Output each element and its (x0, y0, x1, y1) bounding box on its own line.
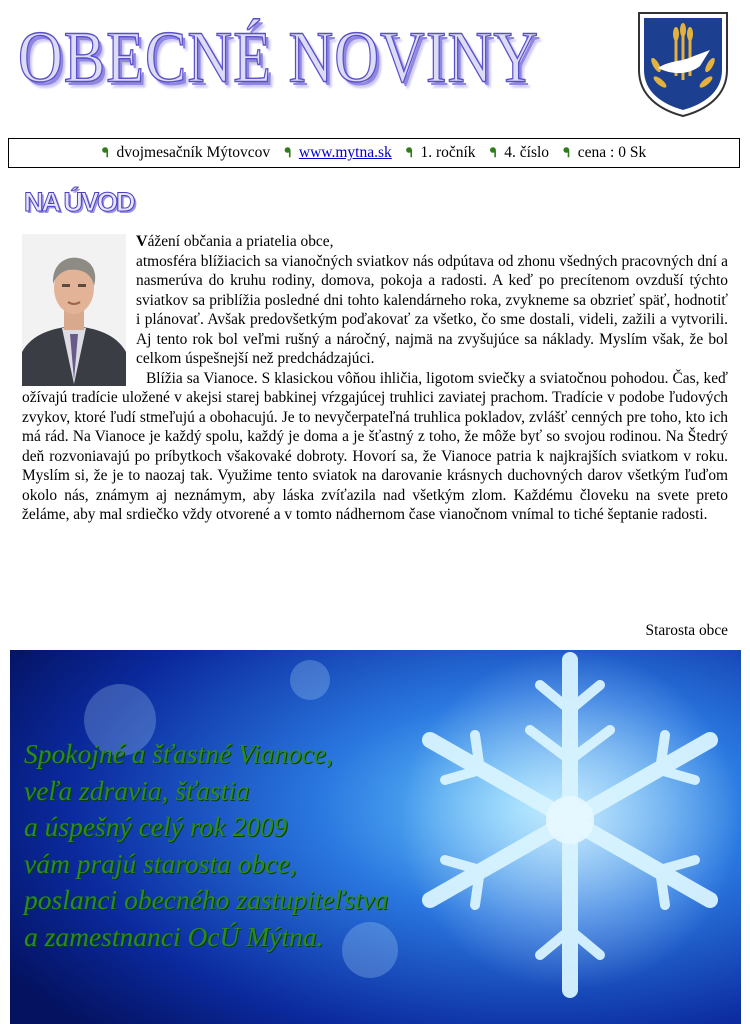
info-volume-text: 1. ročník (420, 144, 476, 161)
arrow-bullet-icon: ᖳ (284, 145, 291, 161)
arrow-bullet-icon: ᖳ (405, 145, 413, 161)
section-heading: NA ÚVOD (24, 187, 134, 217)
greeting-line-1: Spokojné a šťastné Vianoce, (24, 738, 333, 769)
arrow-bullet-icon: ᖳ (101, 145, 109, 161)
greeting-line-6: a zamestnanci OcÚ Mýtna. (24, 920, 324, 952)
newspaper-title: OBECNÉ NOVINY (18, 17, 540, 99)
info-item-price (563, 144, 646, 162)
info-item-frequency (102, 144, 270, 162)
info-price-text: cena : 0 Sk (577, 144, 647, 161)
signature: Starosta obce (645, 622, 728, 639)
greeting-line-4: vám prajú starosta obce, (24, 847, 297, 879)
article-paragraph-1: atmosféra blížiacich sa vianočných sviatkov nás odpútava od zhonu všedných pracovných dní a nasmerúva do kruhu rodiny, domova, pokoja a radosti. A keď po precítenom ovzduší týchto sviatkov sa priblížia posledné dni tohto kalendárneho roka, zvykneme sa obzrieť späť, hodnotiť i plánovať. Avšak predovšetkým poďakovať za všetko, čo sme dostali, videli, zažili a vytvorili. Aj tento rok bol veľmi rušný a náročný, najmä na zvyšujúce sa náklady. Myslím však, že bol celkom úspešnejší než predchádzajúci. (136, 252, 728, 367)
christmas-greeting (24, 736, 388, 955)
arrow-bullet-icon: ᖳ (489, 145, 497, 161)
article-paragraph-2: Blížia sa Vianoce. S klasickou vôňou ihličia, ligotom sviečky a sviatočnou pohodou. Čas, keď ožívajú tradície uložené v akejsi starej babkinej vŕzgajúcej truhlici zaviatej prachom. Tradície v podobe ľudových zvykov, ktoré ľudí stmeľujú a obohacujú. Je to nevyčerpateľná truhlica pokladov, zvlášť cenných pre toho, kto ich má rád. Na Vianoce je každý spolu, každý je doma a je šťastný z toho, že môže byť so svojou rodinou. Na Štedrý deň rozvoniavajú po príbytkoch všakovaké dobroty. Hovorí sa, že Vianoce patria k najkrajších sviatkom v roku. Myslím si, že je to naozaj tak. Využime tento sviatok na darovanie krásnych duchovných darov všetkým ľuďom okolo nás, známym aj neznámym, aby láska zvíťazila nad všetkým zlom. Každému človeku na svete preto želáme, aby mal srdiečko vždy otvorené a v tomto nádhernom čase vianočnom vnímal to tiché šeptanie radosti. (22, 369, 728, 523)
info-issue-text: 4. číslo (504, 144, 550, 161)
info-frequency-text: dvojmesačník Mýtovcov (116, 144, 271, 161)
issue-info-bar (8, 138, 740, 168)
coat-of-arms-icon (636, 10, 730, 118)
info-item-website[interactable] (284, 144, 392, 162)
greeting-line-3: a úspešný celý rok 2009 (24, 811, 288, 842)
greeting-line-5: poslanci obecného zastupiteľstva (24, 884, 389, 915)
photo-spacer (22, 232, 136, 382)
editorial-article (22, 232, 728, 525)
info-item-issue (490, 144, 549, 162)
arrow-bullet-icon: ᖳ (563, 145, 570, 161)
website-link[interactable]: www.mytna.sk (298, 144, 392, 161)
salutation-text: ážení občania a priatelia obce, (147, 233, 334, 250)
info-item-volume (406, 144, 476, 162)
salutation-initial: V (136, 233, 148, 250)
masthead (18, 8, 578, 108)
greeting-line-2: veľa zdravia, šťastia (24, 774, 250, 806)
